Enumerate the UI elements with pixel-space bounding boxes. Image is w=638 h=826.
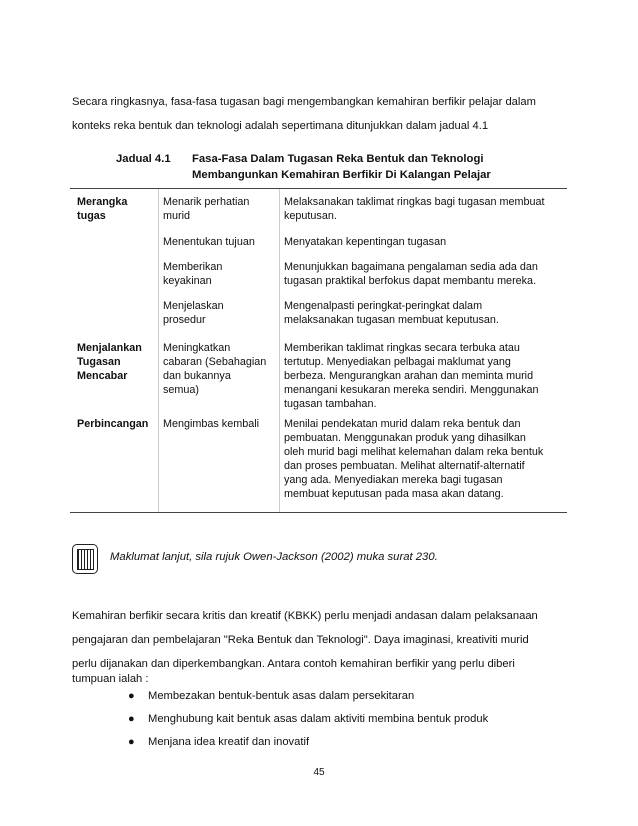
desc-text: Mengenalpasti peringkat-peringkat dalam xyxy=(284,300,483,312)
step-text: Mengimbas kembali xyxy=(163,418,260,430)
phase-text: Merangka xyxy=(77,196,128,208)
desc-text: tertutup. Menyediakan pelbagai maklumat yang xyxy=(284,356,511,368)
phase-cell xyxy=(77,417,157,431)
phase-text: Menjalankan xyxy=(77,342,142,354)
page-number: 45 xyxy=(313,767,325,778)
step-text: Menjelaskan xyxy=(163,300,224,312)
table-number: Jadual 4.1 xyxy=(116,153,171,165)
column-divider-1 xyxy=(158,189,159,512)
list-item-text: Membezakan bentuk-bentuk asas dalam persekitaran xyxy=(148,690,415,702)
desc-text: membuat keputusan pada masa akan datang. xyxy=(284,488,504,500)
desc-text: Menunjukkan bagaimana pengalaman sedia ada dan xyxy=(284,261,538,273)
table-bottom-rule xyxy=(70,512,567,513)
step-text: dan bukannya xyxy=(163,370,231,382)
desc-text: keputusan. xyxy=(284,210,337,222)
phase-text: Mencabar xyxy=(77,370,128,382)
book-icon xyxy=(72,544,98,574)
step-text: Menarik perhatian xyxy=(163,196,250,208)
step-cell xyxy=(163,299,281,327)
body-line-1: Kemahiran berfikir secara kritis dan kreatif (KBKK) perlu menjadi andasan dalam pelaksanaan xyxy=(72,610,538,622)
list-item-text: Menghubung kait bentuk asas dalam aktiviti membina bentuk produk xyxy=(148,713,489,725)
bullet-icon: ● xyxy=(128,690,135,702)
desc-text: tugasan tambahan. xyxy=(284,398,377,410)
bullet-icon: ● xyxy=(128,736,135,748)
phase-text: Perbincangan xyxy=(77,418,149,430)
step-text: semua) xyxy=(163,384,200,396)
table-title-line-1: Fasa-Fasa Dalam Tugasan Reka Bentuk dan Teknologi xyxy=(192,153,484,165)
reference-note xyxy=(72,544,572,578)
table-title-line-2: Membangunkan Kemahiran Berfikir Di Kalangan Pelajar xyxy=(192,169,491,181)
desc-text: yang ada. Menyediakan mereka bagi tugasan xyxy=(284,474,503,486)
desc-cell xyxy=(284,260,564,288)
desc-text: melaksanakan tugasan membuat keputusan. xyxy=(284,314,499,326)
desc-text: berbeza. Mengurangkan arahan dan meminta murid xyxy=(284,370,534,382)
step-text: Meningkatkan xyxy=(163,342,231,354)
step-text: murid xyxy=(163,210,190,222)
desc-cell xyxy=(284,299,564,327)
body-line-3: perlu dijanakan dan diperkembangkan. Antara contoh kemahiran berfikir yang perlu diberi xyxy=(72,658,515,670)
desc-cell xyxy=(284,195,564,223)
table-title xyxy=(192,151,552,183)
desc-text: menangani kesukaran mereka sendiri. Menggunakan xyxy=(284,384,539,396)
desc-text: Menilai pendekatan murid dalam reka bentuk dan xyxy=(284,418,521,430)
phase-text: Tugasan xyxy=(77,356,121,368)
desc-text: Menyatakan kepentingan tugasan xyxy=(284,236,447,248)
step-cell xyxy=(163,235,281,249)
bullet-icon: ● xyxy=(128,713,135,725)
desc-text: Melaksanakan taklimat ringkas bagi tugasan membuat xyxy=(284,196,545,208)
step-text: Memberikan xyxy=(163,261,223,273)
intro-line-2: konteks reka bentuk dan teknologi adalah sepertimana ditunjukkan dalam jadual 4.1 xyxy=(72,120,489,132)
phase-cell xyxy=(77,195,157,223)
step-text: keyakinan xyxy=(163,275,212,287)
list-item-text: Menjana idea kreatif dan inovatif xyxy=(148,736,310,748)
step-text: Menentukan tujuan xyxy=(163,236,255,248)
body-line-2: pengajaran dan pembelajaran "Reka Bentuk dan Teknologi". Daya imaginasi, kreativiti murid xyxy=(72,634,529,646)
step-cell xyxy=(163,341,281,397)
step-text: cabaran (Sebahagian xyxy=(163,356,267,368)
reference-note-text: Maklumat lanjut, sila rujuk Owen-Jackson (2002) muka surat 230. xyxy=(110,551,438,563)
desc-text: Memberikan taklimat ringkas secara terbuka atau xyxy=(284,342,520,354)
body-line-4: tumpuan ialah : xyxy=(72,673,149,685)
desc-text: dan proses pembuatan. Melihat alternatif-alternatif xyxy=(284,460,525,472)
desc-text: tugasan praktikal berfokus dapat membantu mereka. xyxy=(284,275,537,287)
step-cell xyxy=(163,417,281,431)
intro-line-1: Secara ringkasnya, fasa-fasa tugasan bagi mengembangkan kemahiran berfikir pelajar dalam xyxy=(72,96,536,108)
desc-cell xyxy=(284,417,564,501)
desc-text: oleh murid bagi melihat kelemahan dalam reka bentuk xyxy=(284,446,544,458)
table-top-rule xyxy=(70,188,567,189)
step-cell xyxy=(163,260,281,288)
desc-cell xyxy=(284,235,564,249)
desc-cell xyxy=(284,341,564,411)
phase-cell xyxy=(77,341,157,383)
step-cell xyxy=(163,195,281,223)
desc-text: pembuatan. Menggunakan produk yang dihasilkan xyxy=(284,432,526,444)
step-text: prosedur xyxy=(163,314,206,326)
phase-text: tugas xyxy=(77,210,106,222)
